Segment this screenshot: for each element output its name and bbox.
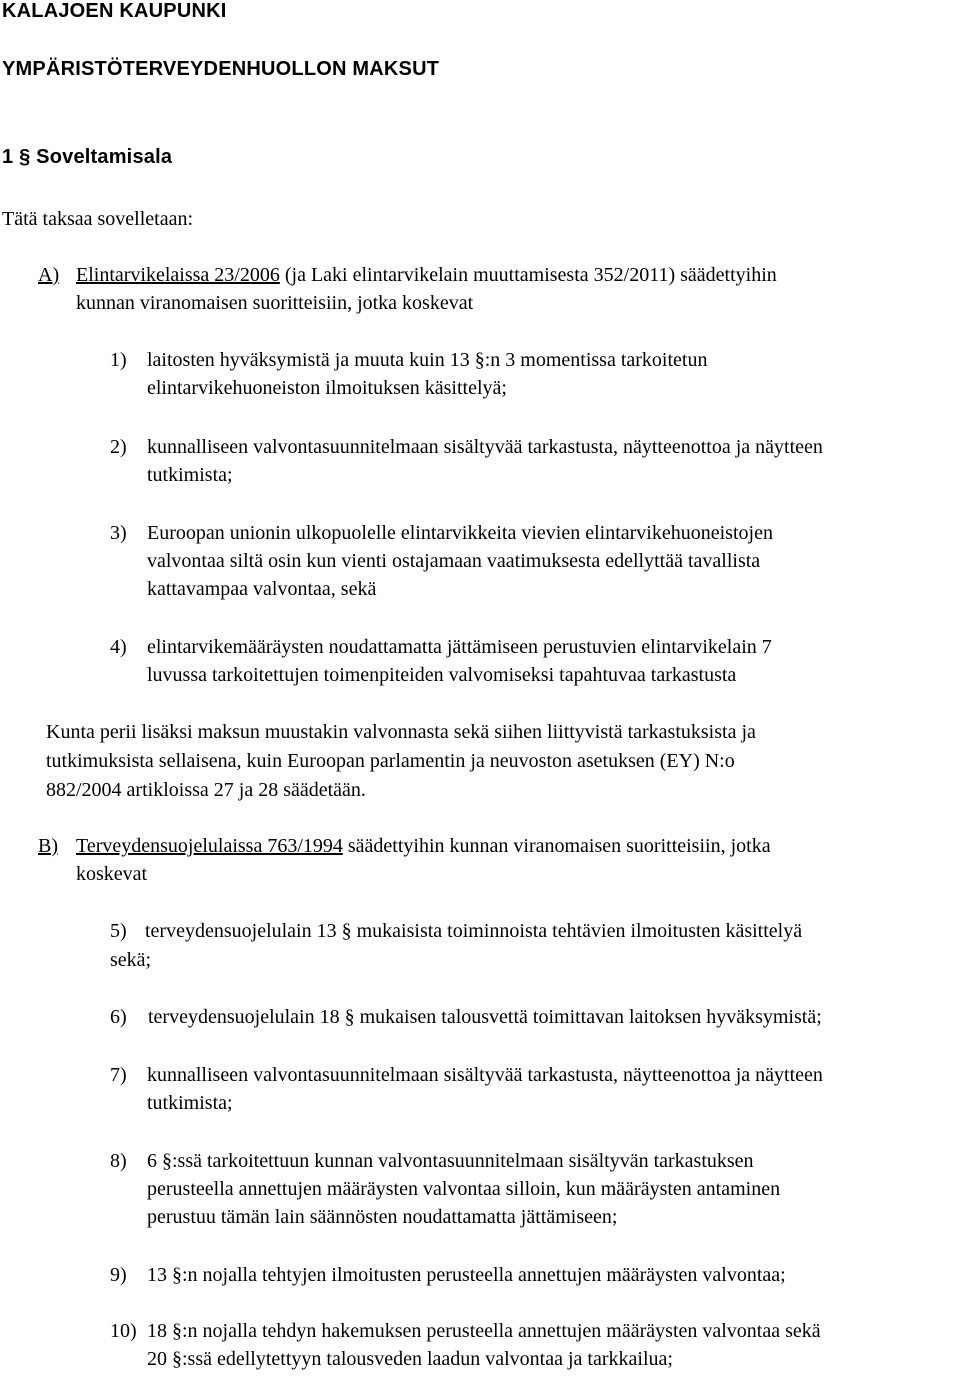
list-item-text: kattavampaa valvontaa, sekä [147,578,377,600]
list-item-text: 18 §:n nojalla tehdyn hakemuksen perusteella annettujen määräysten valvontaa sekä [147,1320,821,1342]
list-item-number: 7) [110,1064,127,1086]
part-a-marker: A) [38,264,60,286]
list-item-text: 20 §:ssä edellytettyyn talousveden laadun valvontaa ja tarkkailua; [147,1348,673,1370]
list-item-text: tutkimista; [147,1092,233,1114]
list-item-number: 1) [110,349,127,371]
part-b-line1-text: säädettyihin kunnan viranomaisen suoritteisiin, jotka [342,835,771,857]
part-a-line2: kunnan viranomaisen suoritteisiin, jotka koskevat [76,292,474,314]
list-item-text: elintarvikehuoneiston ilmoituksen käsittelyä; [147,377,507,399]
list-item-number: 4) [110,636,127,658]
list-item-number: 2) [110,436,127,458]
part-a-line1-text: (ja Laki elintarvikelain muuttamisesta 352/2011) säädettyihin [279,264,777,286]
list-item-text: Euroopan unionin ulkopuolelle elintarvikkeita vievien elintarvikehuoneistojen [147,522,773,544]
part-b-line2: koskevat [76,863,148,885]
list-item-text: 6 §:ssä tarkoitettuun kunnan valvontasuunnitelmaan sisältyvän tarkastuksen [147,1150,754,1172]
document-title: YMPÄRISTÖTERVEYDENHUOLLON MAKSUT [2,58,440,80]
list-item-number: 6) [110,1006,127,1028]
list-item-text: perustuu tämän lain säännösten noudattamatta jättämiseen; [147,1206,618,1228]
list-item-text: perusteella annettujen määräysten valvontaa silloin, kun määräysten antaminen [147,1178,781,1200]
list-item-number: 10) [110,1320,137,1342]
part-b-marker: B) [38,835,58,857]
list-item-text: elintarvikemääräysten noudattamatta jättämiseen perustuvien elintarvikelain 7 [147,636,772,658]
note-text: Kunta perii lisäksi maksun muustakin valvonnasta sekä siihen liittyvistä tarkastuksista ja [46,721,756,743]
list-item-text: terveydensuojelulain 13 § mukaisista toiminnoista tehtävien ilmoitusten käsittelyä [145,920,803,942]
list-item-text: tutkimista; [147,464,233,486]
note-text: 882/2004 artikloissa 27 ja 28 säädetään. [46,779,366,801]
list-item-number: 8) [110,1150,127,1172]
list-item-number: 5) [110,920,127,942]
part-a-line1 [76,264,777,287]
list-item-text: terveydensuojelulain 18 § mukaisen talousvettä toimittavan laitoksen hyväksymistä; [148,1006,822,1028]
list-item-text: luvussa tarkoitettujen toimenpiteiden valvomiseksi tapahtuvaa tarkastusta [147,664,737,686]
list-item-text: 13 §:n nojalla tehtyjen ilmoitusten perusteella annettujen määräysten valvontaa; [147,1264,786,1286]
law-reference-link[interactable]: Terveydensuojelulaissa 763/1994 [76,835,343,857]
list-item-number: 9) [110,1264,127,1286]
section-intro: Tätä taksaa sovelletaan: [2,208,194,230]
list-item-text: kunnalliseen valvontasuunnitelmaan sisältyvää tarkastusta, näytteenottoa ja näytteen [147,436,823,458]
law-reference-link[interactable]: Elintarvikelaissa 23/2006 [76,264,280,286]
list-item-text: valvontaa siltä osin kun vienti ostajamaan vaatimuksesta edellyttää tavallista [147,550,761,572]
list-item-text: laitosten hyväksymistä ja muuta kuin 13 §:n 3 momentissa tarkoitetun [147,349,708,371]
list-item-number: 3) [110,522,127,544]
list-item-text: sekä; [110,949,152,971]
section-title: 1 § Soveltamisala [2,146,173,168]
municipality-name: KALAJOEN KAUPUNKI [2,0,227,22]
note-text: tutkimuksista sellaisena, kuin Euroopan parlamentin ja neuvoston asetuksen (EY) N:o [46,750,735,772]
list-item-text: kunnalliseen valvontasuunnitelmaan sisältyvää tarkastusta, näytteenottoa ja näytteen [147,1064,823,1086]
part-b-line1 [76,835,771,858]
